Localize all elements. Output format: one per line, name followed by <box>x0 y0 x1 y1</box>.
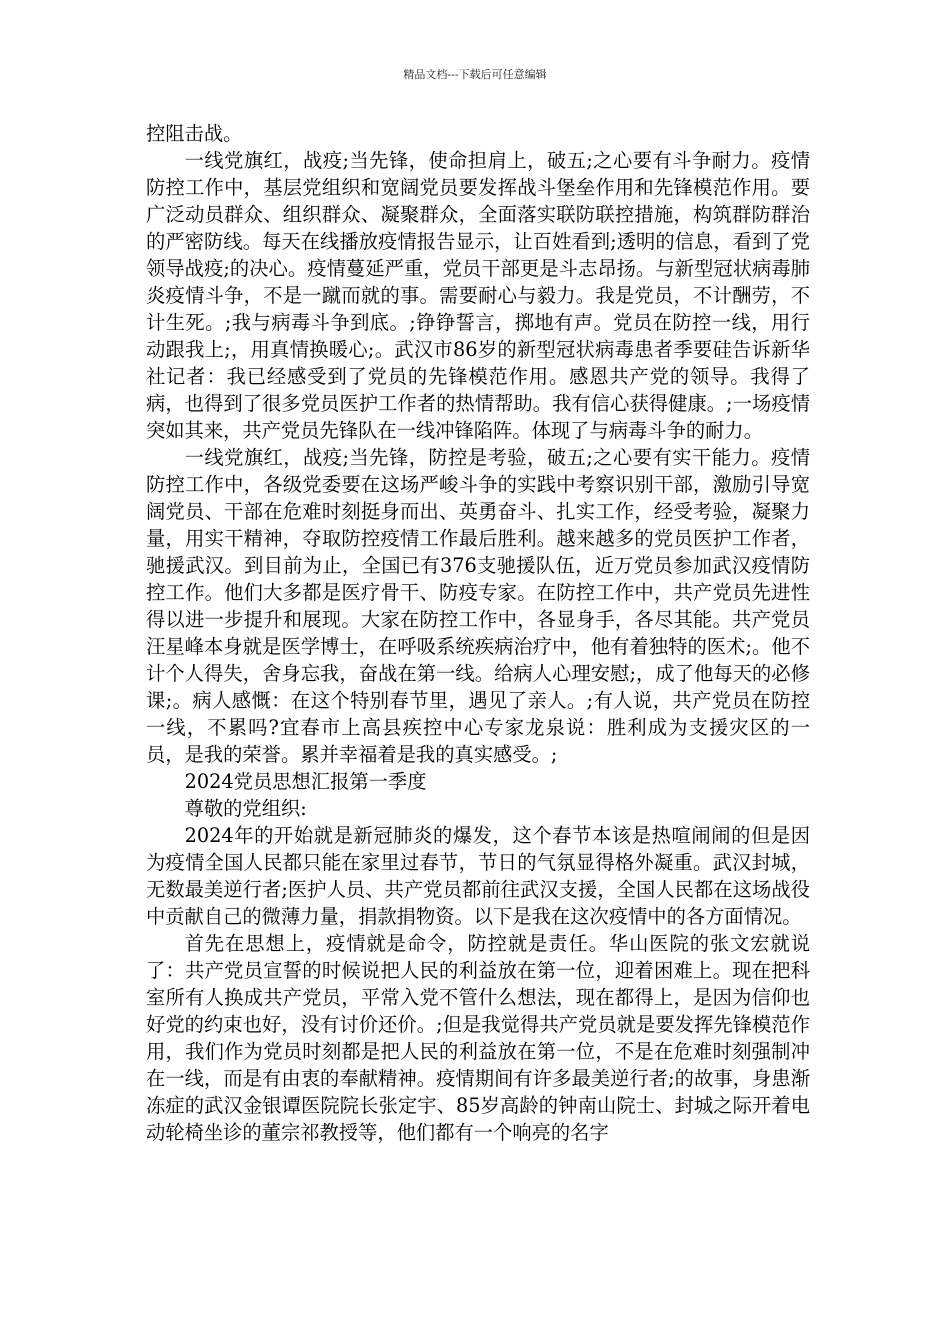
page-header: 精品文档---下载后可任意编辑 <box>403 68 547 81</box>
salutation: 尊敬的党组织: <box>184 797 307 820</box>
paragraph-practical-ability: 一线党旗红，战疫;当先锋，防控是考验，破五;之心要有实干能力。疫情防控工作中，各级党委要在这场严峻斗争的实践中考察识别干部，激励引导宽阔党员、干部在危难时刻挺身而出、英勇奋斗、扎实工作，经受考验，凝聚力量，用实干精神，夺取防控疫情工作最后胜利。越来越多的党员医护工作者，驰援武汉。到目前为止，全国已有376支驰援队伍，近万党员参加武汉疫情防控工作。他们大多都是医疗骨干、防疫专家。在防控工作中，共产党员先进性得以进一步提升和展现。大家在防控工作中，各显身手，各尽其能。共产党员汪星峰本身就是医学博士，在呼吸系统疾病治疗中，他有着独特的医术;。他不计个人得失，舍身忘我，奋战在第一线。给病人心理安慰;，成了他每天的必修课;。病人感慨：在这个特别春节里，遇见了亲人。;有人说，共产党员在防控一线，不累吗?宜春市上高县疾控中心专家龙泉说：胜利成为支援灾区的一员，是我的荣誉。累并幸福着是我的真实感受。; <box>146 446 810 766</box>
paragraph-thought: 首先在思想上，疫情就是命令，防控就是责任。华山医院的张文宏就说了：共产党员宣誓的时候说把人民的利益放在第一位，迎着困难上。现在把科室所有人换成共产党员，平常入党不管什么想法，现在都得上，是因为信仰也好党的约束也好，没有讨价还价。;但是我觉得共产党员就是要发挥先锋模范作用，我们作为党员时刻都是把人民的利益放在第一位，不是在危难时刻强制冲在一线，而是有由衷的奉献精神。疫情期间有许多最美逆行者;的故事，身患渐冻症的武汉金银谭医院院长张定宇、85岁高龄的钟南山院士、封城之际开着电动轮椅坐诊的董宗祁教授等，他们都有一个响亮的名字 <box>146 932 810 1144</box>
paragraph-intro: 2024年的开始就是新冠肺炎的爆发，这个春节本该是热喧闹闹的但是因为疫情全国人民都只能在家里过春节，节日的气氛显得格外凝重。武汉封城，无数最美逆行者;医护人员、共产党员都前往武汉支援，全国人民都在这场战役中贡献自己的微薄力量，捐款捐物资。以下是我在这次疫情中的各方面情况。 <box>146 824 810 928</box>
document-body <box>146 120 810 1146</box>
report-title: 2024党员思想汇报第一季度 <box>184 770 427 793</box>
paragraph-struggle-endurance: 一线党旗红，战疫;当先锋，使命担肩上，破五;之心要有斗争耐力。疫情防控工作中，基层党组织和宽阔党员要发挥战斗堡垒作用和先锋模范作用。要广泛动员群众、组织群众、凝聚群众，全面落实联防联控措施，构筑群防群治的严密防线。每天在线播放疫情报告显示，让百姓看到;透明的信息，看到了党领导战疫;的决心。疫情蔓延严重，党员干部更是斗志昂扬。与新型冠状病毒肺炎疫情斗争，不是一蹴而就的事。需要耐心与毅力。我是党员，不计酬劳，不计生死。;我与病毒斗争到底。;铮铮誓言，掷地有声。党员在防控一线，用行动跟我上;，用真情换暖心;。武汉市86岁的新型冠状病毒患者季要硅告诉新华社记者：我已经感受到了党员的先锋模范作用。感恩共产党的领导。我得了病，也得到了很多党员医护工作者的热情帮助。我有信心获得健康。;一场疫情突如其来，共产党员先锋队在一线冲锋陷阵。体现了与病毒斗争的耐力。 <box>146 149 810 442</box>
paragraph-continuation: 控阻击战。 <box>146 122 243 145</box>
